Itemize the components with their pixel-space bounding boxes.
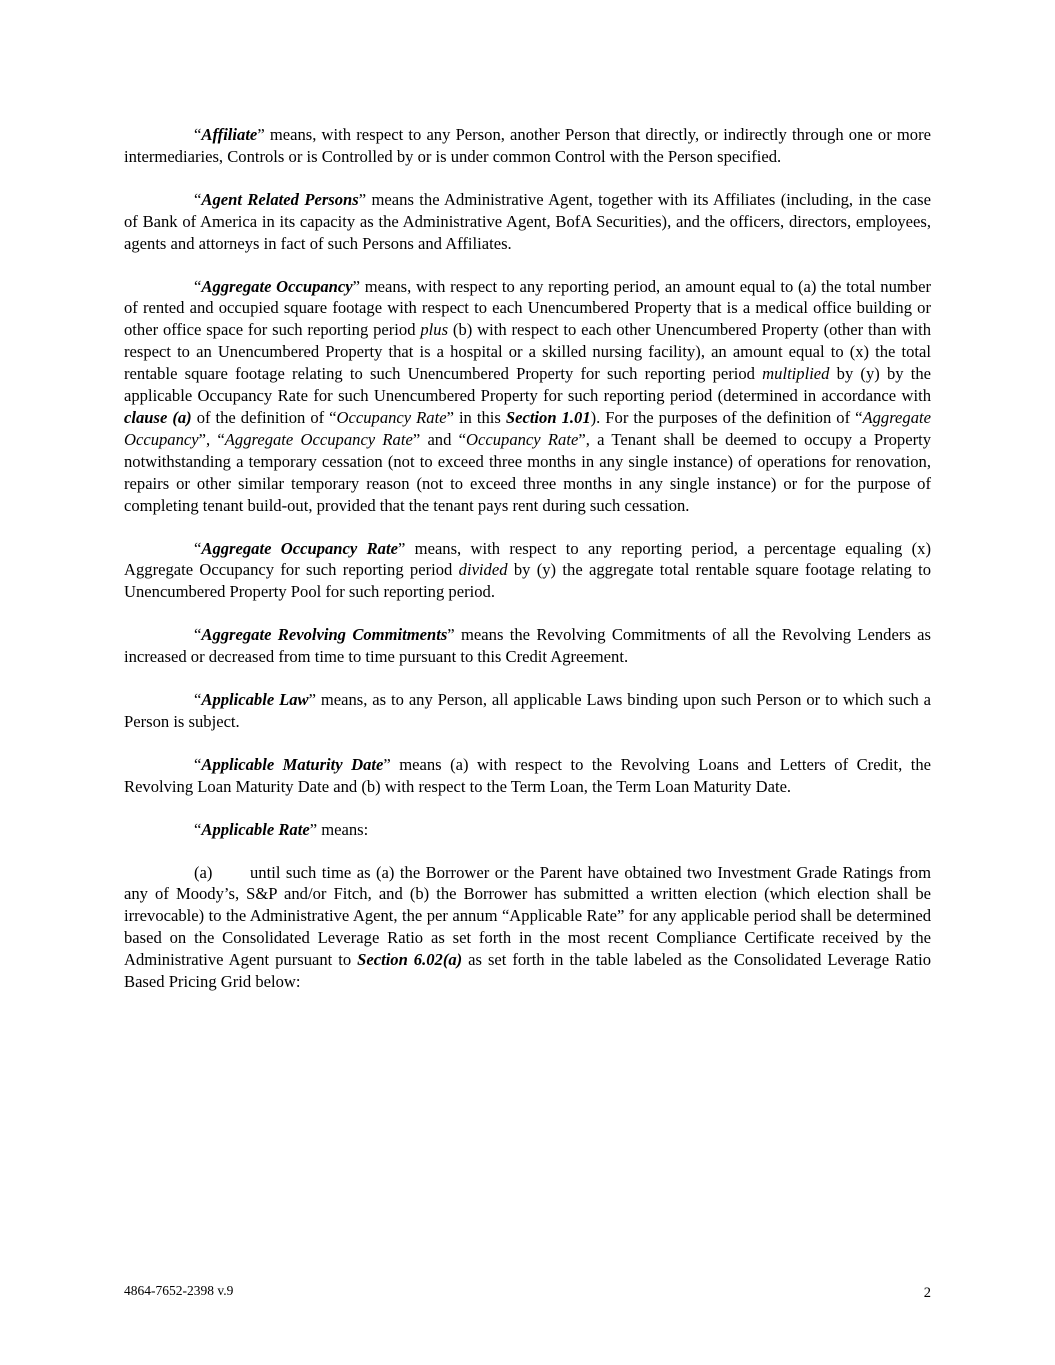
definition-text: means (a) with respect to the Revolving Loans and Letters of Credit, the Revolving Loan Maturity Date and (b) with respect to the Term Loan, the Term Loan Maturity Date. — [124, 754, 931, 796]
definition-text: ”, a Tenant shall be deemed to occupy a Property notwithstanding a temporary cessation (not to exceed three months in any single instance) of operations for renovation, repairs or other similar temporary reason (not to exceed three months in any single instance) or for the purpose of completing tenant build-out, provided that the tenant pays rent during such cessation. — [124, 429, 931, 515]
open-quote: “ — [194, 125, 202, 144]
open-quote: “ — [194, 819, 202, 839]
document-body — [124, 124, 931, 1014]
clause-reference: clause (a) — [124, 407, 192, 427]
close-quote: ” — [257, 125, 265, 144]
definition-applicable-maturity-date — [124, 754, 931, 798]
clause-text: until such time as (a) the Borrower or the Parent have obtained two Investment Grade Ratings from any of Moody’s, S&P and/or Fitch, and (b) the Borrower has submitted a written election (which election shall be irrevocable) to the Administrative Agent, the per annum “Applicable Rate” for any applicable period shall be determined based on the Consolidated Leverage Ratio as set forth in the most recent Compliance Certificate received by the Administrative Agent pursuant to — [124, 862, 931, 970]
close-quote: ” — [447, 625, 455, 645]
definition-text: of the definition of “ — [191, 407, 337, 427]
document-id: 4864-7652-2398 v.9 — [124, 1283, 234, 1298]
definition-text: ” and “ — [412, 429, 467, 449]
definition-text: means the Administrative Agent, together with its Affiliates (including, in the case of Bank of America in its capacity as the Administrative Agent, BofA Securities), and the officers, directors, employees, agents and attorneys in fact of such Persons and Affiliates. — [124, 189, 931, 253]
defined-term: Aggregate Occupancy — [201, 276, 353, 296]
term-reference: Occupancy Rate — [336, 407, 447, 427]
term-reference: Aggregate Occupancy Rate — [224, 429, 413, 449]
definition-text: means, with respect to any reporting period, a percentage equaling (x) Aggregate Occupancy for such reporting period — [124, 538, 931, 580]
defined-term: Affiliate — [201, 125, 258, 144]
open-quote: “ — [194, 538, 202, 558]
definition-text: (b) with respect to each other Unencumbered Property (other than with respect to an Unencumbered Property that is a hospital or a skilled nursing facility), an amount equal to (x) the total rentable square footage relating to such Unencumbered Property for such reporting period — [124, 320, 931, 384]
defined-term: Agent Related Persons — [201, 189, 359, 209]
clause-label: (a) — [194, 862, 213, 882]
definition-text: means: — [317, 819, 369, 839]
defined-term: Aggregate Revolving Commitments — [201, 625, 448, 645]
definition-text: ). For the purposes of the definition of “ — [590, 407, 863, 427]
section-reference: Section 1.01 — [505, 407, 591, 427]
open-quote: “ — [194, 625, 202, 645]
definition-text: ” in this — [446, 407, 506, 427]
applicable-rate-clause-a — [124, 862, 931, 993]
emphasis-plus: plus — [420, 320, 449, 340]
definition-text: by (y) the aggregate total rentable square footage relating to Unencumbered Property Pool for such reporting period. — [124, 560, 931, 602]
definition-text: means, with respect to any Person, another Person that directly, or indirectly through one or more intermediaries, Controls or is Controlled by or is under common Control with the Person specified. — [124, 125, 931, 166]
defined-term: Applicable Law — [201, 690, 309, 710]
emphasis-divided: divided — [458, 560, 508, 580]
open-quote: “ — [194, 276, 202, 296]
page-number: 2 — [923, 1285, 931, 1301]
open-quote: “ — [194, 189, 202, 209]
term-reference: Aggregate Occupancy — [124, 407, 931, 449]
definition-text: ”, “ — [198, 429, 225, 449]
defined-term: Applicable Maturity Date — [201, 754, 384, 774]
close-quote: ” — [383, 754, 391, 774]
definition-aggregate-occupancy — [124, 276, 931, 517]
section-reference: Section 6.02(a) — [357, 950, 463, 970]
definition-text: means, with respect to any reporting period, an amount equal to (a) the total number of rented and occupied square footage with respect to each Unencumbered Property that is a medical office building or other office space for such reporting period — [124, 276, 931, 340]
open-quote: “ — [194, 754, 202, 774]
definition-aggregate-revolving-commitments — [124, 624, 931, 668]
close-quote: ” — [358, 189, 367, 209]
close-quote: ” — [397, 538, 406, 558]
term-reference: Occupancy Rate — [466, 429, 579, 449]
definition-text: means, as to any Person, all applicable Laws binding upon such Person or to which such a Person is subject. — [124, 690, 932, 731]
definition-applicable-rate — [124, 819, 931, 841]
open-quote: “ — [194, 690, 202, 710]
defined-term: Aggregate Occupancy Rate — [201, 538, 398, 558]
clause-text: as set forth in the table labeled as the Consolidated Leverage Ratio Based Pricing Grid below: — [124, 950, 931, 992]
close-quote: ” — [308, 690, 316, 710]
definition-affiliate — [124, 124, 931, 168]
definition-aggregate-occupancy-rate — [124, 538, 931, 604]
definition-agent-related-persons — [124, 189, 931, 255]
definition-text: means the Revolving Commitments of all the Revolving Lenders as increased or decreased from time to time pursuant to this Credit Agreement. — [124, 625, 931, 667]
close-quote: ” — [352, 276, 361, 296]
definition-text: by (y) by the applicable Occupancy Rate for such Unencumbered Property for such reporting period (determined in accordance with — [124, 364, 931, 406]
defined-term: Applicable Rate — [201, 819, 310, 839]
close-quote: ” — [309, 819, 318, 839]
emphasis-multiplied: multiplied — [762, 364, 830, 384]
definition-applicable-law — [124, 689, 931, 733]
